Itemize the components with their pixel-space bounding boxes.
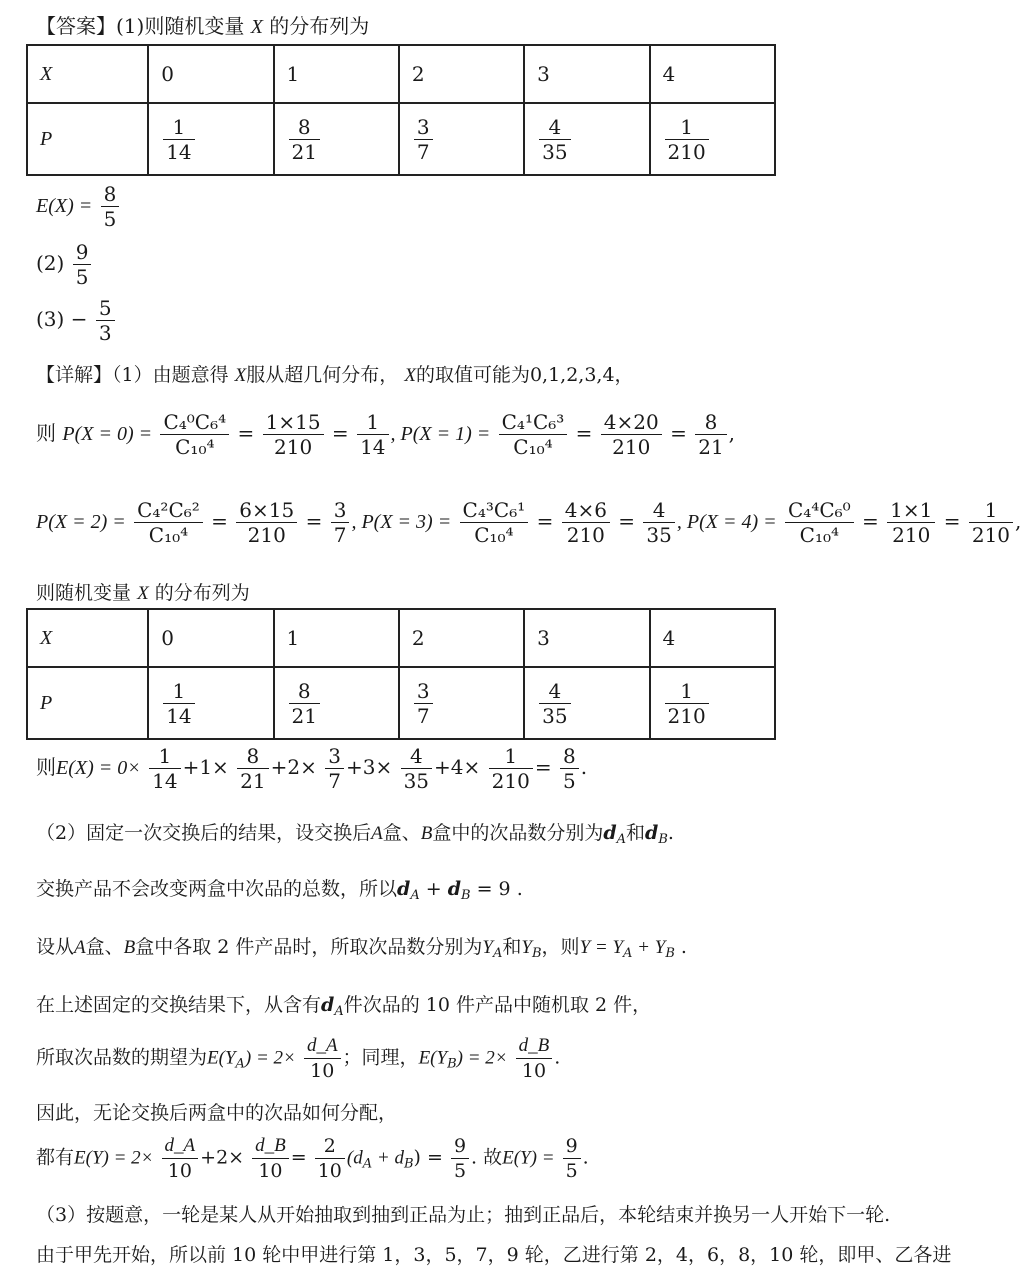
table-p-value: $\frac{3}{7}$ xyxy=(399,103,524,175)
table-row-p xyxy=(27,667,775,739)
probability-row-1: 则 P(X = 0) = $\frac{\text{C₄⁰C₆⁴}}{\text{C₁₀⁴}}$ = $\frac{1\times 15}{210}$ = $\frac{1}{14}$ , P(X = 1) = $\frac{\text{C₄¹C₆³}}{\text{C₁₀⁴}}$ = $\frac{4\times 20}{210}$ = $\frac{8}{21}$ , xyxy=(36,410,736,459)
detail-heading: 【详解】（1）由题意得 X服从超几何分布， X的取值可能为0,1,2,3,4， xyxy=(36,364,634,386)
fraction: $\frac{8}{5}$ xyxy=(101,182,120,231)
table-p-value: $\frac{8}{21}$ xyxy=(274,103,399,175)
table-x-value: 4 xyxy=(650,45,775,103)
table-x-value: 3 xyxy=(524,45,649,103)
answer-part2: (2) $\frac{9}{5}$ xyxy=(36,240,93,289)
table-p-label: P xyxy=(27,103,148,175)
table-p-value: $\frac{1}{210}$ xyxy=(650,667,775,739)
expectation-calculation: 则E(X) = 0× $\frac{1}{14}$ +1× $\frac{8}{21}$ +2× $\frac{3}{7}$ +3× $\frac{4}{35}$ +4× $\frac{1}{210}$ = $\frac{8}{5}$ . xyxy=(36,744,588,793)
answer-bracket: 【答案】 xyxy=(36,14,116,38)
part3-line-2: 由于甲先开始，所以前 10 轮中甲进行第 1，3，5，7，9 轮，乙进行第 2，4，6，8，10 轮，即甲、乙各进 xyxy=(36,1244,952,1266)
table-x-value: 4 xyxy=(650,609,775,667)
table-row-x xyxy=(27,609,775,667)
table-p-label: P xyxy=(27,667,148,739)
table-p-value: $\frac{4}{35}$ xyxy=(524,667,649,739)
table-p-value: $\frac{1}{14}$ xyxy=(148,103,273,175)
probability-row-2: P(X = 2) = $\frac{\text{C₄²C₆²}}{\text{C₁₀⁴}}$ = $\frac{6\times 15}{210}$ = $\frac{3}{7}$ , P(X = 3) = $\frac{\text{C₄³C₆¹}}{\text{C₁₀⁴}}$ = $\frac{4\times 6}{210}$ = $\frac{4}{35}$ , P(X = 4) = $\frac{\text{C₄⁴C₆⁰}}{\text{C₁₀⁴}}$ = $\frac{1\times 1}{210}$ = $\frac{1}{210}$ , xyxy=(36,498,1021,547)
table-x-value: 0 xyxy=(148,609,273,667)
table-p-value: $\frac{8}{21}$ xyxy=(274,667,399,739)
table-x-value: 3 xyxy=(524,609,649,667)
part2-line-6: 因此，无论交换后两盒中的次品如何分配， xyxy=(36,1102,398,1124)
table-x-value: 2 xyxy=(399,609,524,667)
part2-line-2: 交换产品不会改变两盒中次品的总数，所以$d_A + d_B = 9$ . xyxy=(36,878,523,903)
table-p-value: $\frac{4}{35}$ xyxy=(524,103,649,175)
table-x-value: 2 xyxy=(399,45,524,103)
table-row-x xyxy=(27,45,775,103)
answer-heading: 【答案】(1)则随机变量 X 的分布列为 xyxy=(36,14,370,38)
distribution-table-detail xyxy=(26,608,776,740)
part3-line-1: （3）按题意，一轮是某人从开始抽取到抽到正品为止；抽到正品后，本轮结束并换另一人开始下一轮. xyxy=(36,1204,891,1226)
table-x-label: X xyxy=(27,609,148,667)
detail-bracket: 【详解】 xyxy=(36,364,113,386)
fraction: $\frac{9}{5}$ xyxy=(73,240,92,289)
answer-part3: (3) − $\frac{5}{3}$ xyxy=(36,296,117,345)
part2-line-5: 所取次品数的期望为$E(Y_A) = 2\times$ $\frac{d\_A}{10}$ ；同理，$E(Y_B) = 2\times$ $\frac{d\_B}{10}$ . xyxy=(36,1035,561,1082)
table-row-p xyxy=(27,103,775,175)
part2-line-1: （2）固定一次交换后的结果，设交换后A盒、B盒中的次品数分别为$d_A$和$d_B$. xyxy=(36,822,674,847)
table-x-value: 1 xyxy=(274,45,399,103)
part2-line-3: 设从A盒、B盒中各取 2 件产品时，所取次品数分别为$Y_A$和$Y_B$，则$Y = Y_A + Y_B$ . xyxy=(36,936,687,961)
fraction: $\frac{5}{3}$ xyxy=(96,296,115,345)
part2-line-4: 在上述固定的交换结果下，从含有$d_A$件次品的 10 件产品中随机取 2 件， xyxy=(36,994,652,1019)
table-p-value: $\frac{1}{210}$ xyxy=(650,103,775,175)
answer-expectation: E(X) = $\frac{8}{5}$ xyxy=(36,182,121,231)
part2-line-7: 都有E(Y) = 2× $\frac{d\_A}{10}$ +2× $\frac{d\_B}{10}$ = $\frac{2}{10}$ $(d_A + d_B)$ = $\frac{9}{5}$ . 故E(Y) = $\frac{9}{5}$ . xyxy=(36,1135,589,1182)
table-x-value: 1 xyxy=(274,609,399,667)
table-intro-2: 则随机变量 X 的分布列为 xyxy=(36,582,250,604)
table-p-value: $\frac{3}{7}$ xyxy=(399,667,524,739)
table-x-value: 0 xyxy=(148,45,273,103)
table-x-label: X xyxy=(27,45,148,103)
distribution-table-top xyxy=(26,44,776,176)
table-p-value: $\frac{1}{14}$ xyxy=(148,667,273,739)
